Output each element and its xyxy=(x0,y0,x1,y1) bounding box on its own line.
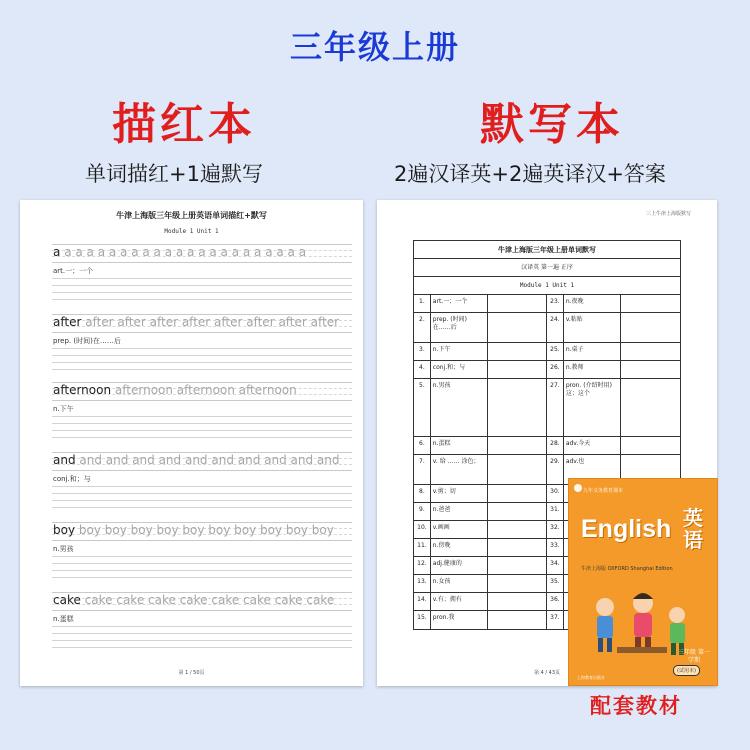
row-definition: n.蛋糕 xyxy=(431,437,488,454)
row-definition: n.夜晚 xyxy=(564,295,621,312)
row-number: 4. xyxy=(414,361,431,378)
row-definition: n.教师 xyxy=(564,361,621,378)
cover-english-title: English xyxy=(581,515,672,543)
word-tracing-text: a a a a a a a a a a a a a a a a a a a a a a xyxy=(64,245,307,259)
row-number: 29. xyxy=(547,455,564,484)
row-number: 35. xyxy=(547,575,564,592)
table-title: 牛津上海版三年级上册单词默写 xyxy=(414,241,680,259)
table-row xyxy=(414,379,680,437)
row-definition: adv.今天 xyxy=(564,437,621,454)
row-number: 3. xyxy=(414,343,431,360)
row-number: 30. xyxy=(547,485,564,502)
page-number: 第 1 / 50页 xyxy=(178,670,205,676)
row-definition: n.爸爸 xyxy=(431,503,488,520)
answer-cell xyxy=(488,485,547,502)
corner-note: 三上牛津上海版默写 xyxy=(645,211,691,217)
row-definition: adj.健康的 xyxy=(431,557,488,574)
row-number: 25. xyxy=(547,343,564,360)
answer-cell xyxy=(488,313,547,342)
word-meaning: art.一；一个 xyxy=(53,267,94,275)
word-text: afternoon xyxy=(53,383,112,397)
row-number: 32. xyxy=(547,521,564,538)
textbook-label: 配套教材 xyxy=(590,694,682,718)
row-definition: adv.也 xyxy=(564,455,621,484)
trace-row xyxy=(53,453,340,467)
answer-cell xyxy=(488,593,547,610)
word-meaning: n.男孩 xyxy=(53,545,74,553)
table-row xyxy=(414,343,680,361)
answer-cell xyxy=(621,379,680,436)
trace-row xyxy=(53,593,334,607)
answer-cell xyxy=(488,455,547,484)
row-number: 6. xyxy=(414,437,431,454)
word-tracing-text: cake cake cake cake cake cake cake cake xyxy=(84,593,335,607)
answer-cell xyxy=(621,437,680,454)
answer-cell xyxy=(621,361,680,378)
textbook-cover xyxy=(568,478,718,686)
cover-publisher: 上海教育出版社 xyxy=(577,675,605,680)
answer-cell xyxy=(488,295,547,312)
table-row xyxy=(414,313,680,343)
row-definition: n.下午 xyxy=(431,343,488,360)
word-block xyxy=(52,244,352,310)
cover-top-text: 九年义务教育课本 xyxy=(583,488,624,494)
row-number: 1. xyxy=(414,295,431,312)
word-tracing-text: afternoon afternoon afternoon xyxy=(114,383,297,397)
word-text: and xyxy=(53,453,76,467)
row-number: 9. xyxy=(414,503,431,520)
row-definition: n.桌子 xyxy=(564,343,621,360)
row-number: 28. xyxy=(547,437,564,454)
row-definition: prep. (时间) 在……后 xyxy=(431,313,488,342)
row-number: 2. xyxy=(414,313,431,342)
row-definition: v.剪；切 xyxy=(431,485,488,502)
word-block xyxy=(52,592,352,658)
word-block xyxy=(52,452,352,518)
cover-chinese-title: 英语 xyxy=(683,506,703,552)
word-meaning: prep. (时间)在……后 xyxy=(53,337,121,345)
answer-cell xyxy=(488,521,547,538)
word-meaning: n.下午 xyxy=(53,405,74,413)
word-block xyxy=(52,314,352,380)
answer-cell xyxy=(488,437,547,454)
row-definition: n.男孩 xyxy=(431,379,488,436)
cover-edition: 牛津上海版 OXFORD Shanghai Edition xyxy=(581,566,673,572)
row-number: 26. xyxy=(547,361,564,378)
cover-trial-badge: (试用本) xyxy=(673,665,700,676)
word-meaning: conj.和；与 xyxy=(53,475,91,483)
row-definition: v.有；拥有 xyxy=(431,593,488,610)
answer-cell xyxy=(621,343,680,360)
trace-row xyxy=(53,523,334,537)
word-text: cake xyxy=(53,593,81,607)
row-definition: pron.我 xyxy=(431,611,488,629)
answer-cell xyxy=(488,557,547,574)
row-number: 5. xyxy=(414,379,431,436)
word-text: boy xyxy=(53,523,76,537)
table-row xyxy=(414,437,680,455)
answer-cell xyxy=(488,539,547,556)
publisher-logo-icon xyxy=(574,484,582,492)
row-definition: n.傍晚 xyxy=(431,539,488,556)
row-number: 33. xyxy=(547,539,564,556)
answer-cell xyxy=(621,295,680,312)
worksheet-title: 牛津上海版三年级上册英语单词描红+默写 xyxy=(116,211,267,220)
tracing-book-label: 描红本 xyxy=(112,99,256,150)
answer-cell xyxy=(488,379,547,436)
table-module: Module 1 Unit 1 xyxy=(414,277,680,295)
row-definition: pron. (介绍时用)这；这个 xyxy=(564,379,621,436)
answer-cell xyxy=(621,313,680,342)
row-number: 34. xyxy=(547,557,564,574)
row-number: 11. xyxy=(414,539,431,556)
page-number: 第 4 / 43页 xyxy=(534,670,560,676)
row-number: 14. xyxy=(414,593,431,610)
word-block xyxy=(52,522,352,588)
row-number: 15. xyxy=(414,611,431,629)
row-number: 13. xyxy=(414,575,431,592)
row-definition: art.一；一个 xyxy=(431,295,488,312)
table-row xyxy=(414,361,680,379)
row-number: 37. xyxy=(547,611,564,629)
row-number: 24. xyxy=(547,313,564,342)
tracing-book-subtitle: 单词描红+1遍默写 xyxy=(85,162,263,186)
row-number: 12. xyxy=(414,557,431,574)
answer-cell xyxy=(488,361,547,378)
dictation-book-label: 默写本 xyxy=(480,99,624,150)
trace-row xyxy=(53,315,339,329)
row-definition: v.画画 xyxy=(431,521,488,538)
word-block xyxy=(52,382,352,448)
row-number: 36. xyxy=(547,593,564,610)
answer-cell xyxy=(488,503,547,520)
word-text: a xyxy=(53,245,61,259)
trace-row xyxy=(53,383,297,397)
trace-row xyxy=(53,245,306,259)
table-subtitle: 汉译英 第一遍 正序 xyxy=(414,259,680,277)
row-definition: conj.和；与 xyxy=(431,361,488,378)
word-text: after xyxy=(53,315,82,329)
word-meaning: n.蛋糕 xyxy=(53,615,74,623)
main-title: 三年级上册 xyxy=(289,28,460,66)
row-definition: v.粘贴 xyxy=(564,313,621,342)
row-number: 31. xyxy=(547,503,564,520)
row-number: 23. xyxy=(547,295,564,312)
answer-cell xyxy=(488,343,547,360)
word-tracing-text: boy boy boy boy boy boy boy boy boy boy xyxy=(78,523,334,537)
word-tracing-text: and and and and and and and and and and xyxy=(79,453,340,467)
row-number: 8. xyxy=(414,485,431,502)
row-definition: n.女孩 xyxy=(431,575,488,592)
tracing-worksheet xyxy=(20,200,363,686)
row-number: 10. xyxy=(414,521,431,538)
table-row xyxy=(414,295,680,313)
word-tracing-text: after after after after after after after after xyxy=(85,315,340,329)
worksheet-module: Module 1 Unit 1 xyxy=(164,228,219,235)
cover-grade: 三年级 第一学期 xyxy=(678,649,710,664)
answer-cell xyxy=(488,611,547,629)
row-number: 7. xyxy=(414,455,431,484)
dictation-book-subtitle: 2遍汉译英+2遍英译汉+答案 xyxy=(394,162,666,186)
row-number: 27. xyxy=(547,379,564,436)
answer-cell xyxy=(488,575,547,592)
row-definition: v. 给 …… 涂色； xyxy=(431,455,488,484)
